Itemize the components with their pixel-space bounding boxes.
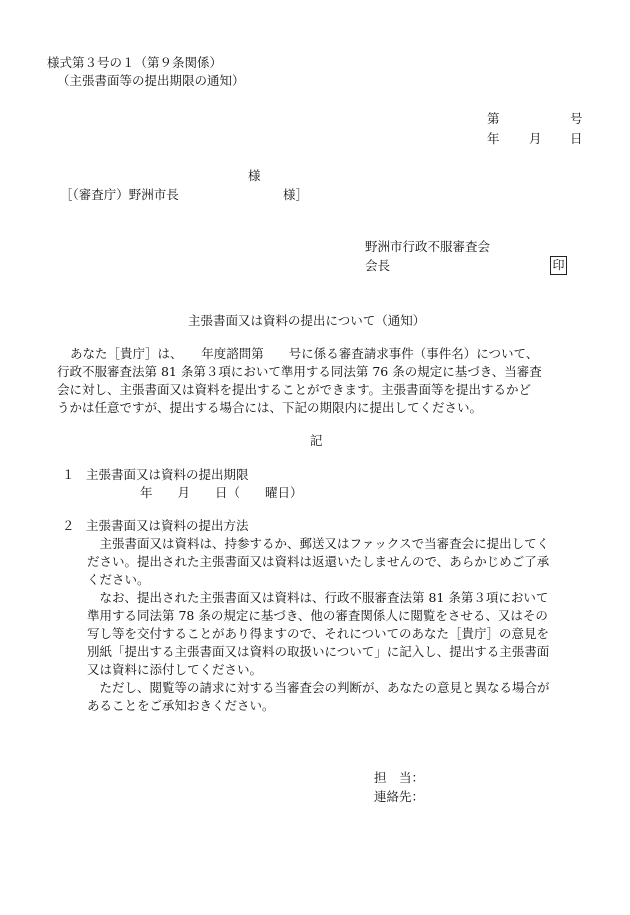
sender-organization: 野洲市行政不服審査会 bbox=[365, 239, 491, 254]
form-subtitle: （主張書面等の提出期限の通知） bbox=[57, 73, 245, 88]
addressee-honorific: 様 bbox=[248, 168, 261, 183]
ki-heading: 記 bbox=[310, 433, 323, 448]
intro-line: うかは任意ですが、提出する場合には、下記の期限内に提出してください。 bbox=[57, 400, 483, 415]
date-day: 日 bbox=[570, 131, 583, 146]
addressee-alt-honorific: 様］ bbox=[283, 187, 309, 202]
item2-line: 別紙「提出する主張書面又は資料の取扱いについて」に記入し、提出する主張書面 bbox=[87, 644, 550, 659]
seal-mark: 印 bbox=[550, 256, 567, 275]
addressee-alt: ［（審査庁）野洲市長 bbox=[60, 187, 179, 202]
contact-info-label: 連絡先： bbox=[374, 789, 425, 804]
doc-number-suffix: 号 bbox=[570, 111, 583, 126]
intro-line: あなた［貴庁］は、 年度諮問第 号に係る審査請求事件（事件名）について、 bbox=[70, 346, 539, 361]
item2-line: ださい。提出された主張書面又は資料は返還いたしませんので、あらかじめご了承 bbox=[87, 554, 550, 569]
sender-title: 会長 bbox=[365, 258, 391, 273]
item2-line: 又は資料に添付してください。 bbox=[87, 662, 263, 677]
item2-number: ２ bbox=[62, 518, 75, 533]
form-number: 様式第３号の１（第９条関係） bbox=[47, 55, 223, 70]
item2-heading: 主張書面又は資料の提出方法 bbox=[86, 518, 249, 533]
doc-number-prefix: 第 bbox=[487, 111, 500, 126]
item2-line: なお、提出された主張書面又は資料は、行政不服審査法第 81 条第３項において bbox=[87, 590, 549, 605]
date-month: 月 bbox=[529, 131, 542, 146]
item2-line: あることをご承知おきください。 bbox=[87, 698, 275, 713]
document-title: 主張書面又は資料の提出について（通知） bbox=[188, 313, 426, 328]
item2-line: 準用する同法第 78 条の規定に基づき、他の審査関係人に閲覧をさせる、又はその bbox=[87, 608, 548, 623]
intro-line: 会に対し、主張書面又は資料を提出することができます。主張書面等を提出するかど bbox=[57, 382, 532, 397]
item2-line: 写し等を交付することがあり得ますので、それについてのあなた［貴庁］の意見を bbox=[87, 626, 550, 641]
item1-heading: 主張書面又は資料の提出期限 bbox=[86, 467, 249, 482]
contact-person-label: 担 当： bbox=[374, 770, 425, 785]
date-year: 年 bbox=[487, 131, 500, 146]
item2-line: ただし、閲覧等の請求に対する当審査会の判断が、あなたの意見と異なる場合が bbox=[87, 680, 550, 695]
intro-line: 行政不服審査法第 81 条第３項において準用する同法第 76 条の規定に基づき、当審査 bbox=[57, 364, 542, 379]
item1-date-line: 年 月 日（ 曜日） bbox=[140, 485, 303, 500]
item1-number: １ bbox=[62, 467, 75, 482]
item2-line: ください。 bbox=[87, 572, 150, 587]
item2-line: 主張書面又は資料は、持参するか、郵送又はファックスで当審査会に提出してく bbox=[87, 536, 550, 551]
